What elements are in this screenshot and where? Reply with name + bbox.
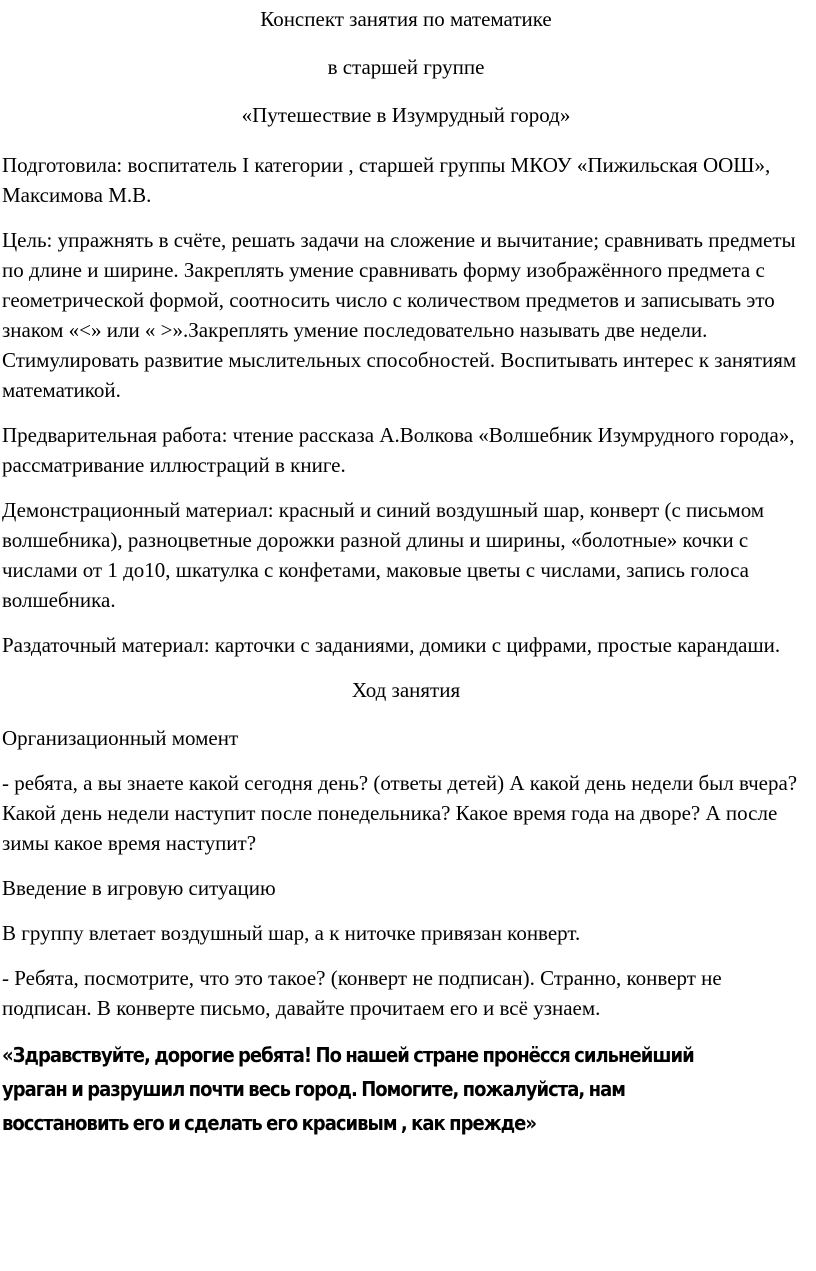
title-line-2: в старшей группе [327,55,485,79]
section-title: Ход занятия [351,678,461,702]
handout-material-paragraph: Раздаточный материал: карточки с заданиями, домики с цифрами, простые карандаши. [2,633,781,657]
letter-line-3: восстановить его и сделать его красивым , как прежде» [2,1111,537,1135]
letter-line-1: «Здравствуйте, дорогие ребята! По нашей стране пронёсся сильнейший [2,1043,694,1067]
title-line-3: «Путешествие в Изумрудный город» [241,103,571,127]
intro-dialog-paragraph: - Ребята, посмотрите, что это такое? (конверт не подписан). Странно, конверт не подписан. В конверте письмо, давайте прочитаем его и всё узнаем. [2,966,722,1020]
org-questions-paragraph: - ребята, а вы знаете какой сегодня день? (ответы детей) А какой день недели был вчера? Какой день недели наступит после понедельника? Какое время года на дворе? А после зимы какое время наступит? [2,771,798,855]
intro-heading: Введение в игровую ситуацию [2,876,276,900]
preliminary-work-paragraph: Предварительная работа: чтение рассказа А.Волкова «Волшебник Изумрудного города», рассматривание иллюстраций в книге. [2,423,795,477]
title-line-1: Конспект занятия по математике [260,7,552,31]
letter-line-2: ураган и разрушил почти весь город. Помогите, пожалуйста, нам [2,1077,625,1101]
goal-paragraph: Цель: упражнять в счёте, решать задачи на сложение и вычитание; сравнивать предметы по длине и ширине. Закреплять умение сравнивать форму изображённого предмета с геометрической формой, соотносить число с количеством предметов и записывать это знаком «<» или « >».Закреплять умение последовательно называть две недели. Стимулировать развитие мыслительных способностей. Воспитывать интерес к занятиям математикой. [2,228,797,402]
author-paragraph: Подготовила: воспитатель I категории , старшей группы МКОУ «Пижильская ООШ», Максимова М.В. [2,153,771,207]
demo-material-paragraph: Демонстрационный материал: красный и синий воздушный шар, конверт (с письмом волшебника), разноцветные дорожки разной длины и ширины, «болотные» кочки с числами от 1 до10, шкатулка с конфетами, маковые цветы с числами, запись голоса волшебника. [2,498,765,612]
letter-text [2,1038,812,1140]
org-moment-heading: Организационный момент [2,726,239,750]
intro-text-paragraph: В группу влетает воздушный шар, а к ниточке привязан конверт. [2,921,581,945]
